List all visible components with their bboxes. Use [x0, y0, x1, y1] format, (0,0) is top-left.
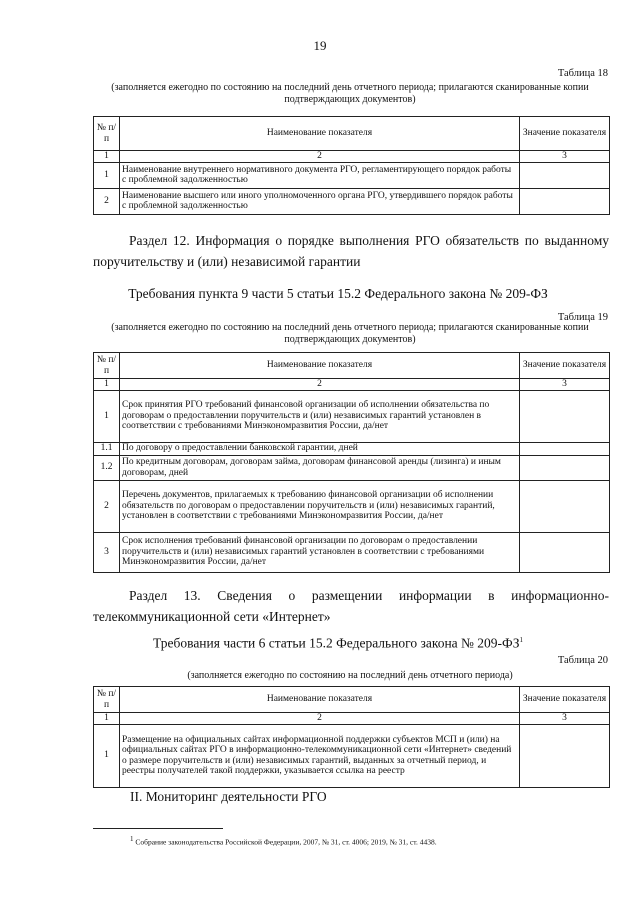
colnum: 2: [120, 151, 520, 163]
row-text: Перечень документов, прилагаемых к требованию финансовой организации об исполнении обязательств по договорам о предоставлении поручительств и (или) независимых гарантий, установлен в соответствии с требованиями Минэкономразвития России, да/нет: [120, 480, 520, 532]
row-value: [520, 532, 610, 572]
table-row: [94, 724, 610, 787]
row-text: Срок исполнения требований финансовой организации по договорам о предоставлении поручительств и (или) независимых гарантий установлен в соответствии с требованиями Минэкономразвития России, да/нет: [120, 532, 520, 572]
header-num: № п/п: [94, 353, 120, 379]
table-row: [94, 532, 610, 572]
page-number: 19: [313, 38, 327, 53]
row-num: 2: [94, 188, 120, 214]
row-value: [520, 162, 610, 188]
row-text: По договору о предоставлении банковской гарантии, дней: [120, 442, 520, 455]
row-text: Срок принятия РГО требований финансовой организации об исполнении обязательства по договорам о предоставлении поручительств и (или) независимых гарантий установлен в соответствии с требованиями Минэкономразвития России, да/нет: [120, 390, 520, 442]
row-text: Наименование внутреннего нормативного документа РГО, регламентирующего порядок работы с проблемной задолженностью: [120, 162, 520, 188]
footnote-text: Собрание законодательства Российской Федерации, 2007, № 31, ст. 4006; 2019, № 31, ст. 4438.: [135, 837, 437, 847]
table-19-fill-note: (заполняется ежегодно по состоянию на последний день отчетного периода; прилагаются сканированные копии подтверждающих документов): [111, 322, 589, 345]
section-12-title: Раздел 12. Информация о порядке выполнения РГО обязательств по выданному поручительству и (или) независимой гарантии: [93, 233, 609, 269]
table-row: [94, 455, 610, 480]
row-num: 1: [94, 390, 120, 442]
row-text: По кредитным договорам, договорам займа, договорам финансовой аренды (лизинга) и иным договорам, дней: [120, 455, 520, 480]
table-20: [93, 686, 610, 788]
header-value: Значение показателя: [520, 353, 610, 379]
row-num: 1: [94, 162, 120, 188]
row-value: [520, 480, 610, 532]
row-num: 1.2: [94, 455, 120, 480]
header-num: № п/п: [94, 687, 120, 713]
row-num: 1.1: [94, 442, 120, 455]
colnum: 1: [94, 713, 120, 725]
colnum: 3: [520, 379, 610, 391]
footnote-divider: [93, 828, 223, 829]
table-row: [94, 390, 610, 442]
section-12-requirement: Требования пункта 9 части 5 статьи 15.2 Федерального закона № 209-ФЗ: [128, 286, 548, 301]
row-value: [520, 455, 610, 480]
section-13-title: Раздел 13. Сведения о размещении информации в информационно-телекоммуникационной сети «Интернет»: [93, 588, 609, 624]
colnum: 2: [120, 379, 520, 391]
footnote: [130, 835, 437, 847]
table-18: [93, 116, 610, 215]
part-2-title: II. Мониторинг деятельности РГО: [130, 789, 327, 804]
header-num: № п/п: [94, 117, 120, 151]
header-value: Значение показателя: [520, 117, 610, 151]
colnum: 3: [520, 151, 610, 163]
colnum: 1: [94, 151, 120, 163]
row-value: [520, 390, 610, 442]
row-num: 1: [94, 724, 120, 787]
table-row: [94, 442, 610, 455]
row-text: Наименование высшего или иного уполномоченного органа РГО, утвердившего порядок работы с проблемной задолженностью: [120, 188, 520, 214]
row-value: [520, 724, 610, 787]
colnum: 1: [94, 379, 120, 391]
footnote-ref: 1: [519, 636, 523, 644]
table-19: [93, 352, 610, 573]
header-name: Наименование показателя: [120, 117, 520, 151]
table-20-label: Таблица 20: [557, 655, 608, 666]
row-value: [520, 442, 610, 455]
row-text: Размещение на официальных сайтах информационной поддержки субъектов МСП и (или) на официальных сайтах РГО в информационно-телекоммуникационной сети «Интернет» сведений о размере поручительств и (или) независимых гарантий, выданных за отчетный период, и реестры получателей такой поддержки, указывается ссылка на реестр: [120, 724, 520, 787]
header-name: Наименование показателя: [120, 353, 520, 379]
table-18-fill-note: (заполняется ежегодно по состоянию на последний день отчетного периода; прилагаются сканированные копии подтверждающих документов): [111, 82, 589, 105]
section-13-requirement: Требования части 6 статьи 15.2 Федерального закона № $209-ФЗ^1$: [153, 635, 523, 651]
footnote-mark: 1: [130, 835, 134, 843]
row-num: 3: [94, 532, 120, 572]
header-name: Наименование показателя: [120, 687, 520, 713]
table-20-fill-note: (заполняется ежегодно по состоянию на последний день отчетного периода): [187, 670, 513, 681]
colnum: 2: [120, 713, 520, 725]
table-row: [94, 480, 610, 532]
header-value: Значение показателя: [520, 687, 610, 713]
row-num: 2: [94, 480, 120, 532]
row-value: [520, 188, 610, 214]
table-19-label: Таблица 19: [557, 312, 608, 323]
table-row: [94, 162, 610, 188]
table-18-label: Таблица 18: [557, 68, 608, 79]
table-row: [94, 188, 610, 214]
colnum: 3: [520, 713, 610, 725]
